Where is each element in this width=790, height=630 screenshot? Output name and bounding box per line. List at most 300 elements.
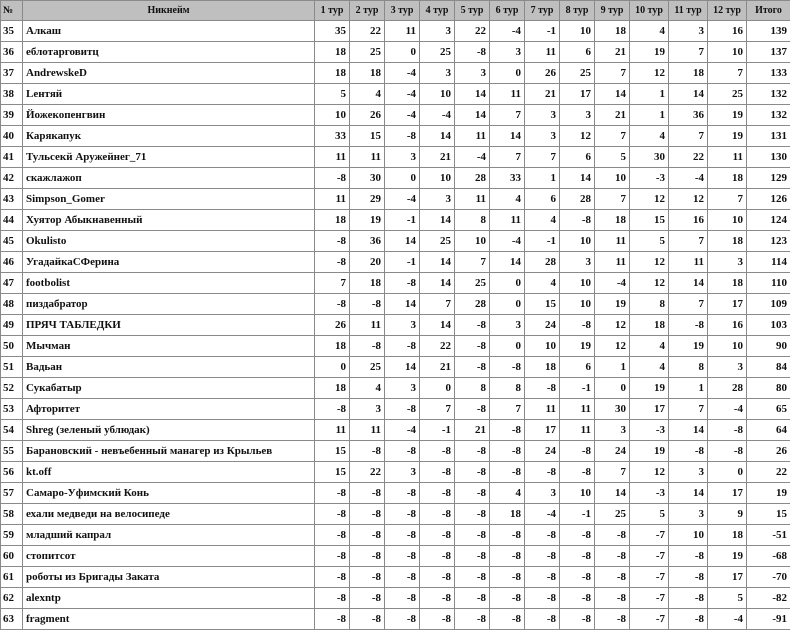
row-total: 126 [747, 189, 790, 210]
round-points: 3 [525, 126, 560, 147]
round-points: 18 [350, 273, 385, 294]
round-points: 17 [708, 567, 747, 588]
round-points: 30 [630, 147, 669, 168]
round-points: -7 [630, 588, 669, 609]
row-nickname: Самаро-Уфимский Конь [23, 483, 315, 504]
round-points: 6 [560, 357, 595, 378]
round-points: -8 [490, 525, 525, 546]
round-points: -8 [385, 609, 420, 630]
round-points: 3 [385, 378, 420, 399]
round-points: 33 [490, 168, 525, 189]
row-total: -91 [747, 609, 790, 630]
round-points: 6 [560, 42, 595, 63]
round-points: 1 [630, 105, 669, 126]
round-points: 21 [595, 105, 630, 126]
round-points: 1 [595, 357, 630, 378]
round-points: 18 [595, 21, 630, 42]
row-number: 58 [1, 504, 23, 525]
round-points: 10 [560, 294, 595, 315]
round-points: -8 [350, 609, 385, 630]
round-points: -1 [525, 21, 560, 42]
header-total: Итого [747, 1, 790, 21]
round-points: 8 [455, 210, 490, 231]
round-points: 10 [669, 525, 708, 546]
round-points: 14 [669, 420, 708, 441]
round-points: 18 [708, 231, 747, 252]
round-points: -8 [315, 294, 350, 315]
table-row [1, 147, 790, 168]
table-row [1, 189, 790, 210]
round-points: -4 [490, 231, 525, 252]
row-number: 42 [1, 168, 23, 189]
round-points: -8 [595, 525, 630, 546]
round-points: 21 [420, 147, 455, 168]
table-row [1, 315, 790, 336]
header-row [1, 1, 790, 21]
round-points: -8 [708, 441, 747, 462]
table-row [1, 168, 790, 189]
round-points: -8 [315, 504, 350, 525]
round-points: -8 [455, 315, 490, 336]
round-points: 7 [669, 126, 708, 147]
round-points: -8 [420, 525, 455, 546]
round-points: 3 [525, 105, 560, 126]
header-round: 5 тур [455, 1, 490, 21]
round-points: 14 [595, 84, 630, 105]
table-row [1, 546, 790, 567]
round-points: -8 [455, 546, 490, 567]
round-points: 7 [595, 63, 630, 84]
round-points: 18 [315, 63, 350, 84]
row-total: 130 [747, 147, 790, 168]
round-points: -4 [708, 399, 747, 420]
round-points: -4 [708, 609, 747, 630]
row-nickname: alexntp [23, 588, 315, 609]
round-points: 3 [560, 105, 595, 126]
table-row [1, 126, 790, 147]
round-points: 11 [490, 210, 525, 231]
round-points: 11 [560, 399, 595, 420]
round-points: -8 [350, 336, 385, 357]
table-row [1, 294, 790, 315]
row-nickname: Simpson_Gomer [23, 189, 315, 210]
round-points: -8 [420, 567, 455, 588]
round-points: 14 [420, 273, 455, 294]
round-points: -8 [525, 609, 560, 630]
round-points: 1 [630, 84, 669, 105]
round-points: 11 [708, 147, 747, 168]
round-points: -3 [630, 483, 669, 504]
round-points: -8 [490, 588, 525, 609]
round-points: 24 [525, 315, 560, 336]
round-points: -4 [595, 273, 630, 294]
round-points: -1 [560, 378, 595, 399]
round-points: -1 [525, 231, 560, 252]
round-points: -8 [455, 441, 490, 462]
row-nickname: AndrewskeD [23, 63, 315, 84]
row-total: 19 [747, 483, 790, 504]
round-points: 15 [315, 441, 350, 462]
round-points: -1 [420, 420, 455, 441]
round-points: -8 [385, 588, 420, 609]
row-nickname: fragment [23, 609, 315, 630]
round-points: -8 [350, 546, 385, 567]
row-nickname: пиздабратор [23, 294, 315, 315]
round-points: 0 [490, 63, 525, 84]
round-points: -1 [385, 252, 420, 273]
round-points: -8 [420, 588, 455, 609]
round-points: 21 [595, 42, 630, 63]
row-nickname: УгадайкаСФерина [23, 252, 315, 273]
round-points: 18 [315, 210, 350, 231]
round-points: 25 [350, 357, 385, 378]
table-row [1, 483, 790, 504]
round-points: 33 [315, 126, 350, 147]
row-number: 61 [1, 567, 23, 588]
row-number: 37 [1, 63, 23, 84]
round-points: -4 [455, 147, 490, 168]
round-points: 19 [630, 378, 669, 399]
round-points: 10 [708, 336, 747, 357]
row-number: 55 [1, 441, 23, 462]
round-points: -8 [455, 483, 490, 504]
table-row [1, 63, 790, 84]
round-points: -8 [385, 567, 420, 588]
round-points: 7 [490, 105, 525, 126]
table-row [1, 504, 790, 525]
round-points: 19 [630, 42, 669, 63]
row-nickname: Алкаш [23, 21, 315, 42]
round-points: -7 [630, 525, 669, 546]
round-points: -8 [350, 504, 385, 525]
row-number: 54 [1, 420, 23, 441]
round-points: 10 [708, 210, 747, 231]
header-round: 11 тур [669, 1, 708, 21]
row-nickname: стопитсот [23, 546, 315, 567]
round-points: 18 [350, 63, 385, 84]
round-points: 28 [560, 189, 595, 210]
round-points: -8 [455, 525, 490, 546]
round-points: 10 [708, 42, 747, 63]
round-points: -4 [669, 168, 708, 189]
table-row [1, 525, 790, 546]
round-points: 36 [350, 231, 385, 252]
row-number: 46 [1, 252, 23, 273]
round-points: 25 [560, 63, 595, 84]
row-nickname: Lентяй [23, 84, 315, 105]
table-header [1, 1, 790, 21]
round-points: -8 [315, 399, 350, 420]
round-points: -8 [315, 588, 350, 609]
round-points: 25 [420, 231, 455, 252]
round-points: 18 [490, 504, 525, 525]
round-points: 4 [350, 84, 385, 105]
round-points: 3 [525, 483, 560, 504]
round-points: 15 [525, 294, 560, 315]
round-points: -8 [455, 588, 490, 609]
round-points: 11 [595, 252, 630, 273]
round-points: 3 [490, 315, 525, 336]
table-row [1, 420, 790, 441]
round-points: -8 [560, 567, 595, 588]
round-points: -8 [315, 252, 350, 273]
round-points: 14 [560, 168, 595, 189]
round-points: -8 [385, 336, 420, 357]
round-points: -8 [490, 462, 525, 483]
round-points: 26 [315, 315, 350, 336]
table-row [1, 21, 790, 42]
round-points: -8 [315, 168, 350, 189]
round-points: -8 [455, 336, 490, 357]
round-points: 6 [525, 189, 560, 210]
round-points: 10 [560, 483, 595, 504]
round-points: 22 [350, 462, 385, 483]
round-points: 18 [315, 336, 350, 357]
row-nickname: роботы из Бригады Заката [23, 567, 315, 588]
row-number: 35 [1, 21, 23, 42]
header-round: 8 тур [560, 1, 595, 21]
round-points: 11 [385, 21, 420, 42]
round-points: 7 [420, 294, 455, 315]
table-row [1, 609, 790, 630]
row-nickname: kt.off [23, 462, 315, 483]
round-points: -8 [455, 42, 490, 63]
round-points: -8 [560, 546, 595, 567]
round-points: 14 [420, 315, 455, 336]
round-points: 26 [350, 105, 385, 126]
round-points: -8 [490, 546, 525, 567]
round-points: -8 [560, 315, 595, 336]
round-points: 11 [315, 420, 350, 441]
round-points: 4 [630, 21, 669, 42]
round-points: 3 [420, 63, 455, 84]
row-total: -82 [747, 588, 790, 609]
round-points: 7 [525, 147, 560, 168]
round-points: 14 [490, 252, 525, 273]
round-points: -7 [630, 567, 669, 588]
round-points: -4 [385, 420, 420, 441]
round-points: 4 [630, 126, 669, 147]
round-points: -8 [595, 546, 630, 567]
round-points: 25 [420, 42, 455, 63]
round-points: -8 [455, 399, 490, 420]
round-points: 11 [350, 420, 385, 441]
row-total: -68 [747, 546, 790, 567]
row-nickname: Барановский - невъебенный манагер из Крыльев [23, 441, 315, 462]
round-points: 16 [708, 21, 747, 42]
round-points: 26 [525, 63, 560, 84]
round-points: 7 [708, 189, 747, 210]
round-points: -8 [385, 441, 420, 462]
round-points: 7 [669, 231, 708, 252]
round-points: 8 [490, 378, 525, 399]
round-points: -1 [560, 504, 595, 525]
round-points: -1 [385, 210, 420, 231]
round-points: -8 [669, 315, 708, 336]
round-points: -8 [560, 588, 595, 609]
round-points: -8 [525, 546, 560, 567]
row-number: 52 [1, 378, 23, 399]
round-points: 28 [455, 294, 490, 315]
row-total: 132 [747, 84, 790, 105]
round-points: 19 [708, 126, 747, 147]
round-points: 30 [595, 399, 630, 420]
header-round: 6 тур [490, 1, 525, 21]
round-points: 3 [385, 315, 420, 336]
table-row [1, 378, 790, 399]
round-points: 14 [420, 210, 455, 231]
round-points: -8 [525, 588, 560, 609]
row-number: 53 [1, 399, 23, 420]
round-points: -4 [385, 63, 420, 84]
row-number: 38 [1, 84, 23, 105]
round-points: -8 [315, 231, 350, 252]
round-points: 0 [420, 378, 455, 399]
round-points: -4 [385, 84, 420, 105]
round-points: 35 [315, 21, 350, 42]
round-points: -8 [385, 273, 420, 294]
round-points: -8 [350, 567, 385, 588]
table-row [1, 357, 790, 378]
round-points: -7 [630, 609, 669, 630]
round-points: 11 [350, 147, 385, 168]
row-nickname: еблотарговитц [23, 42, 315, 63]
round-points: 22 [669, 147, 708, 168]
round-points: 11 [350, 315, 385, 336]
round-points: 12 [630, 252, 669, 273]
round-points: 20 [350, 252, 385, 273]
round-points: -8 [315, 483, 350, 504]
round-points: 7 [595, 126, 630, 147]
round-points: 22 [420, 336, 455, 357]
round-points: -8 [669, 546, 708, 567]
row-total: 103 [747, 315, 790, 336]
round-points: 21 [455, 420, 490, 441]
round-points: -8 [420, 546, 455, 567]
round-points: 17 [630, 399, 669, 420]
row-number: 36 [1, 42, 23, 63]
row-total: 22 [747, 462, 790, 483]
round-points: 14 [669, 273, 708, 294]
round-points: 3 [708, 357, 747, 378]
round-points: 3 [669, 21, 708, 42]
round-points: 7 [315, 273, 350, 294]
table-row [1, 441, 790, 462]
round-points: 10 [420, 168, 455, 189]
row-total: 133 [747, 63, 790, 84]
round-points: 3 [385, 462, 420, 483]
row-nickname: ехали медведи на велосипеде [23, 504, 315, 525]
round-points: 5 [315, 84, 350, 105]
round-points: 0 [595, 378, 630, 399]
round-points: 11 [315, 147, 350, 168]
round-points: 10 [525, 336, 560, 357]
row-nickname: Тульсекй Аружейнег_71 [23, 147, 315, 168]
round-points: 18 [708, 273, 747, 294]
round-points: 25 [595, 504, 630, 525]
row-nickname: Афторитет [23, 399, 315, 420]
round-points: 7 [420, 399, 455, 420]
round-points: -4 [385, 105, 420, 126]
round-points: -8 [455, 567, 490, 588]
row-number: 49 [1, 315, 23, 336]
round-points: 9 [708, 504, 747, 525]
round-points: 18 [315, 378, 350, 399]
round-points: 7 [595, 462, 630, 483]
row-number: 57 [1, 483, 23, 504]
round-points: -3 [630, 420, 669, 441]
table-row [1, 399, 790, 420]
row-number: 50 [1, 336, 23, 357]
round-points: 14 [420, 252, 455, 273]
row-total: 84 [747, 357, 790, 378]
round-points: 8 [630, 294, 669, 315]
round-points: 10 [420, 84, 455, 105]
round-points: -8 [420, 483, 455, 504]
round-points: 7 [455, 252, 490, 273]
round-points: -7 [630, 546, 669, 567]
round-points: 18 [630, 315, 669, 336]
row-number: 56 [1, 462, 23, 483]
round-points: 17 [560, 84, 595, 105]
round-points: 28 [455, 168, 490, 189]
row-total: 65 [747, 399, 790, 420]
round-points: 7 [490, 147, 525, 168]
table-row [1, 588, 790, 609]
round-points: 17 [525, 420, 560, 441]
round-points: 11 [455, 189, 490, 210]
row-number: 51 [1, 357, 23, 378]
round-points: 28 [708, 378, 747, 399]
round-points: 19 [595, 294, 630, 315]
round-points: 3 [420, 21, 455, 42]
round-points: 12 [630, 462, 669, 483]
row-total: 90 [747, 336, 790, 357]
round-points: -8 [350, 441, 385, 462]
round-points: -8 [315, 546, 350, 567]
round-points: -8 [455, 609, 490, 630]
round-points: -8 [560, 441, 595, 462]
header-round: 12 тур [708, 1, 747, 21]
row-total: 129 [747, 168, 790, 189]
round-points: 16 [708, 315, 747, 336]
round-points: 12 [630, 273, 669, 294]
round-points: -8 [490, 567, 525, 588]
round-points: 0 [315, 357, 350, 378]
header-round: 3 тур [385, 1, 420, 21]
round-points: -8 [350, 483, 385, 504]
round-points: -8 [490, 420, 525, 441]
round-points: 19 [708, 546, 747, 567]
row-number: 39 [1, 105, 23, 126]
round-points: 12 [669, 189, 708, 210]
round-points: 12 [560, 126, 595, 147]
round-points: 3 [420, 189, 455, 210]
round-points: -8 [560, 210, 595, 231]
round-points: 4 [630, 336, 669, 357]
round-points: 5 [630, 504, 669, 525]
header-round: 2 тур [350, 1, 385, 21]
round-points: 11 [315, 189, 350, 210]
round-points: -8 [525, 525, 560, 546]
round-points: 0 [490, 273, 525, 294]
row-number: 62 [1, 588, 23, 609]
round-points: -4 [525, 504, 560, 525]
round-points: -8 [455, 462, 490, 483]
round-points: 4 [525, 273, 560, 294]
round-points: 8 [669, 357, 708, 378]
round-points: 15 [315, 462, 350, 483]
